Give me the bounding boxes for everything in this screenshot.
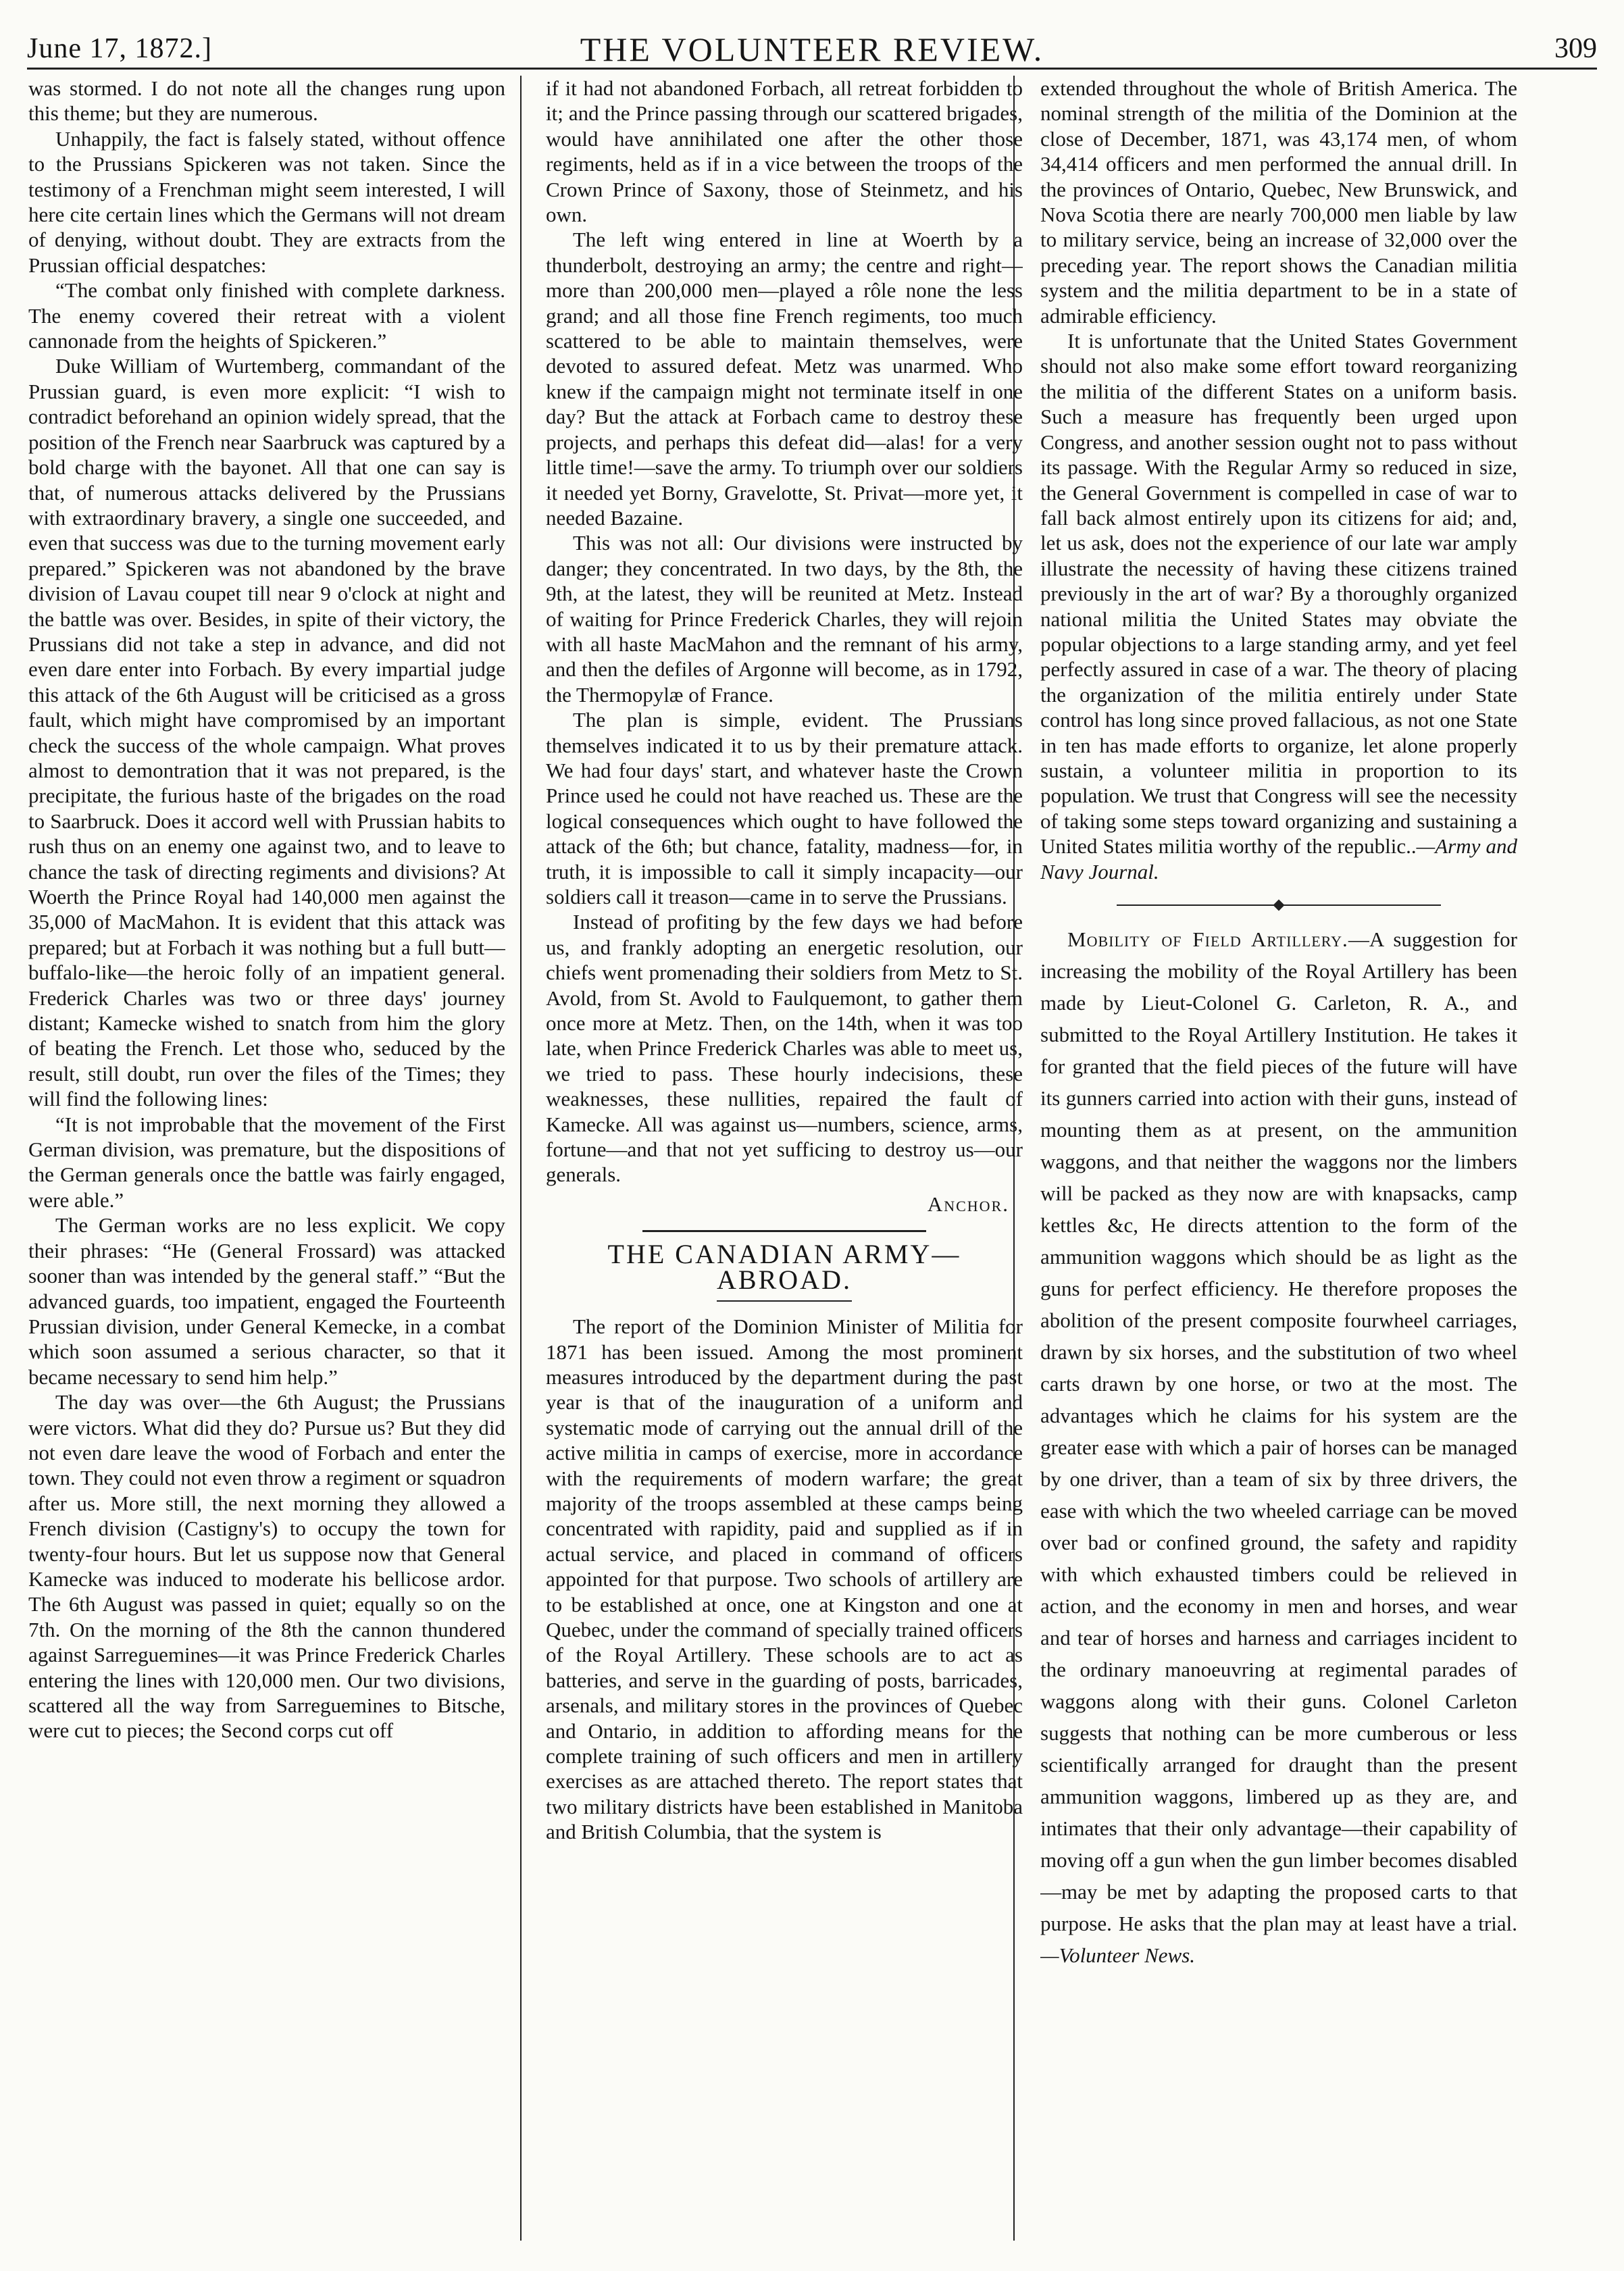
paragraph-text: —A suggestion for increasing the mobility of the Royal Artillery has been made by Lieut-Colonel G. Carleton, R. A., and submitted to the Royal Artillery Institution. He takes it for granted that the field pieces of the future will have its gunners carried into action with their guns, instead of mounting them as at present, on the ammunition waggons, and that neither the waggons nor the limbers will be packed as they now are with knapsacks, camp kettles &c, He directs attention to the form of the ammunition waggons which should be as light as the guns for perfect efficiency. He therefore proposes the abolition of the present composite fourwheel carriages, drawn by six horses, and the substitution of two wheel carts drawn by one horse, or two at the most. The advantages which he claims for his system are the greater ease with which a pair of horses can be managed by one driver, than a team of six by three drivers, the ease with which the two wheeled carriage can be moved over bad or confined ground, the safety and rapidity with which exhausted timbers could be relieved in action, and the economy in men and horses, and wear and tear of horses and harness and carriages incident to the ordinary manoeuvring at regimental parades of waggons along with their guns. Colonel Carleton suggests that nothing can be more cumberous or less scientifically arranged for draught than the present ammunition waggons, limbered up as they are, and intimates that their only advantage—their capability of moving off a gun when the gun limber becomes disabled—may be met by adapting the proposed carts to that purpose. He asks that the plan may at least have a trial. — [1040, 927, 1517, 1935]
paragraph: The report of the Dominion Minister of Militia for 1871 has been issued. Among the most prominent measures introduced by the department during the past year is that of the inauguration of a uniform and systematic mode of carrying out the annual drill of the active militia in camps of exercise, more in accordance with the requirements of modern warfare; the great majority of the troops assembled at these camps being concentrated with rapidity, paid and supplied as if in actual service, and placed in command of officers appointed for that purpose. Two schools of artillery are to be established at once, one at Kingston and one at Quebec, under the command of specially trained officers of the Royal Artillery. These schools are to act as batteries, and serve in the guarding of posts, barricades, arsenals, and military stores in the provinces of Quebec and Ontario, in addition to affording means for the complete training of such officers and men in artillery exercises as are attached thereto. The report states that two military districts have been established in Manitoba and British Columbia, that the system is — [546, 1315, 1023, 1844]
column-rule-1 — [520, 76, 522, 2241]
paragraph: The day was over—the 6th August; the Prussians were victors. What did they do? Pursue us? But they did not even dare leave the wood of Forbach and enter the town. They could not even throw a regiment or squadron after us. More still, the next morning they allowed a French division (Castigny's) to occupy the town for twenty-four hours. But let us suppose now that General Kamecke was induced to moderate his bellicose ardor. The 6th August was passed in quiet; equally so on the 7th. On the morning of the 8th the cannon thundered against Sarreguemines—it was Prince Frederick Charles entering the lines with 120,000 men. Our two divisions, scattered all the way from Sarreguemines to Bitsche, were cut to pieces; the Second corps cut off — [28, 1390, 505, 1743]
article-separator — [1117, 904, 1441, 906]
paragraph: The German works are no less explicit. We copy their phrases: “He (General Frossard) was attacked sooner than was intended by the general staff.” “But the advanced guards, too impatient, engaged the Fourteenth Prussian division, under General Kemecke, in a combat which soon assumed a serious character, so that it became necessary to send him help.” — [28, 1213, 505, 1389]
separator-ornament — [1273, 900, 1285, 911]
source-credit: —Army and Navy Journal. — [1040, 834, 1517, 884]
newspaper-title: THE VOLUNTEER REVIEW. — [580, 30, 1044, 68]
paragraph: if it had not abandoned Forbach, all retreat forbidden to it; and the Prince passing through our scattered brigades, would have annihilated one after the other those regiments, held as if in a vice between the troops of the Crown Prince of Saxony, those of Steinmetz, and his own. — [546, 76, 1023, 227]
paragraph: The plan is simple, evident. The Prussians themselves indicated it to us by their premature attack. We had four days' start, and whatever haste the Crown Prince used he could not have reached us. These are the logical consequences which ought to have followed the attack of the 6th; but chance, fatality, madness—for, in truth, it is impossible to call it simply incapacity—our soldiers call it treason—came in to serve the Prussians. — [546, 708, 1023, 909]
title-underline — [717, 1300, 852, 1302]
article-heading: Mobility of Field Artillery. — [1067, 927, 1348, 951]
column-3 — [1040, 76, 1517, 2237]
article-separator — [642, 1230, 926, 1232]
page-number: 309 — [1554, 33, 1597, 64]
quote-paragraph: “It is not improbable that the movement of the First German division, was premature, but the dispositions of the German generals once the battle was fairly engaged, were able.” — [28, 1112, 505, 1212]
paragraph — [1040, 923, 1517, 1971]
paragraph: extended throughout the whole of British America. The nominal strength of the militia of the Dominion at the close of December, 1871, was 43,174 men, of whom 34,414 officers and men performed the annual drill. In the provinces of Ontario, Quebec, New Brunswick, and Nova Scotia there are nearly 700,000 men liable by law to military service, being an increase of 32,000 over the preceding year. The report shows the Canadian militia system and the militia department to be in a state of admirable efficiency. — [1040, 76, 1517, 328]
paragraph: The left wing entered in line at Woerth by a thunderbolt, destroying an army; the centre and right—more than 200,000 men—played a rôle none the less grand; and all those fine French regiments, too much scattered to be able to maintain themselves, were devoted to assured defeat. Metz was unarmed. Who knew if the campaign might not terminate itself in one day? But the attack at Forbach came to destroy these projects, and perhaps this defeat did—alas! for a very little time!—save the army. To triumph over our soldiers it needed yet Borny, Gravelotte, St. Privat—more yet, it needed Bazaine. — [546, 228, 1023, 530]
page-header — [27, 20, 1597, 74]
header-date: June 17, 1872.] — [27, 33, 212, 64]
paragraph — [1040, 328, 1517, 884]
quote-paragraph: “The combat only finished with complete darkness. The enemy covered their retreat with a violent cannonade from the heights of Spickeren.” — [28, 278, 505, 353]
paragraph: Instead of profiting by the few days we had before us, and frankly adopting an energetic resolution, our chiefs went promenading their soldiers from Metz to St. Avold, from St. Avold to Faulquemont, to gather them once more at Metz. Then, on the 14th, when it was too late, when Prince Frederick Charles was able to meet us, we tried to pass. These hourly indecisions, these weaknesses, these nullities, repaired the fault of Kamecke. All was against us—numbers, science, arms, fortune—and that not yet sufficing to destroy us—our generals. — [546, 910, 1023, 1187]
paragraph: was stormed. I do not note all the changes rung upon this theme; but they are numerous. — [28, 76, 505, 126]
paragraph: Duke William of Wurtemberg, commandant of the Prussian guard, is even more explicit: “I wish to contradict beforehand an opinion widely spread, that the position of the French near Saarbruck was captured by a bold charge with the bayonet. All that one can say is that, of numerous attacks delivered by the Prussians with extraordinary bravery, a single one succeeded, and even that success was due to the turning movement early prepared.” Spickeren was not abandoned by the brave division of Lavau coupet till near 9 o'clock at night and the battle was over. Besides, in spite of their victory, the Prussians did not take a step in advance, and did not even dare enter into Forbach. By every impartial judge this attack of the 6th August will be criticised as a gross fault, which might have compromised by an important check the success of the whole campaign. What proves almost to demontration that it was not prepared, is the precipitate, the furious haste of the brigades on the road to Saarbruck. Does it accord well with Prussian habits to rush thus on an enemy one against two, and to leave to chance the task of directing regiments and divisions? At Woerth the Prince Royal had 140,000 men against the 35,000 of MacMahon. It is evident that this attack was prepared; but at Forbach it was nothing but a full butt—buffalo-like—the heroic folly of an impatient general. Frederick Charles was two or three days' journey distant; Kamecke wished to snatch from him the glory of beating the French. Let those who, seduced by the result, still doubt, run over the files of the Times; they will find the following lines: — [28, 354, 505, 1111]
article-title: THE CANADIAN ARMY—ABROAD. — [607, 1239, 961, 1295]
paragraph: This was not all: Our divisions were instructed by danger; they concentrated. In two days, by the 8th, the 9th, at the latest, they will be reunited at Metz. Instead of waiting for Prince Frederick Charles, they will rejoin with all haste MacMahon and the remnant of his army, and then the defiles of Argonne will become, as in 1792, the Thermopylæ of France. — [546, 531, 1023, 707]
paragraph-text: It is unfortunate that the United States Government should not also make some effort toward reorganizing the militia of the different States on a uniform basis. Such a measure has frequently been urged upon Congress, and another session ought not to pass without its passage. With the Regular Army so reduced in size, the General Government is compelled in case of war to fall back almost entirely upon its citizens for aid; and, let us ask, does not the experience of our late war amply illustrate the necessity of having these citizens trained previously in the art of war? By a thoroughly organized national militia the United States may obviate the popular objections to a large standing army, and yet feel perfectly assured in case of a war. The theory of placing the organization of the militia entirely under State control has long since proved fallacious, as not one State in ten has made efforts to organize, let alone properly sustain, a volunteer militia in proportion to its population. We trust that Congress will see the necessity of taking some steps toward organizing and sustaining a United States militia worthy of the republic.. — [1040, 329, 1517, 859]
column-1 — [28, 76, 505, 2237]
column-2 — [546, 76, 1023, 2237]
header-rule — [27, 68, 1597, 70]
paragraph: Unhappily, the fact is falsely stated, without offence to the Prussians Spickeren was not taken. Since the testimony of a Frenchman might seem interested, I will here cite certain lines which the Germans will not dream of denying, without doubt. They are extracts from the Prussian official despatches: — [28, 126, 505, 277]
artillery-article — [1040, 923, 1517, 1971]
article-signature: Anchor. — [927, 1192, 1009, 1216]
source-credit: —Volunteer News. — [1040, 1943, 1196, 1967]
